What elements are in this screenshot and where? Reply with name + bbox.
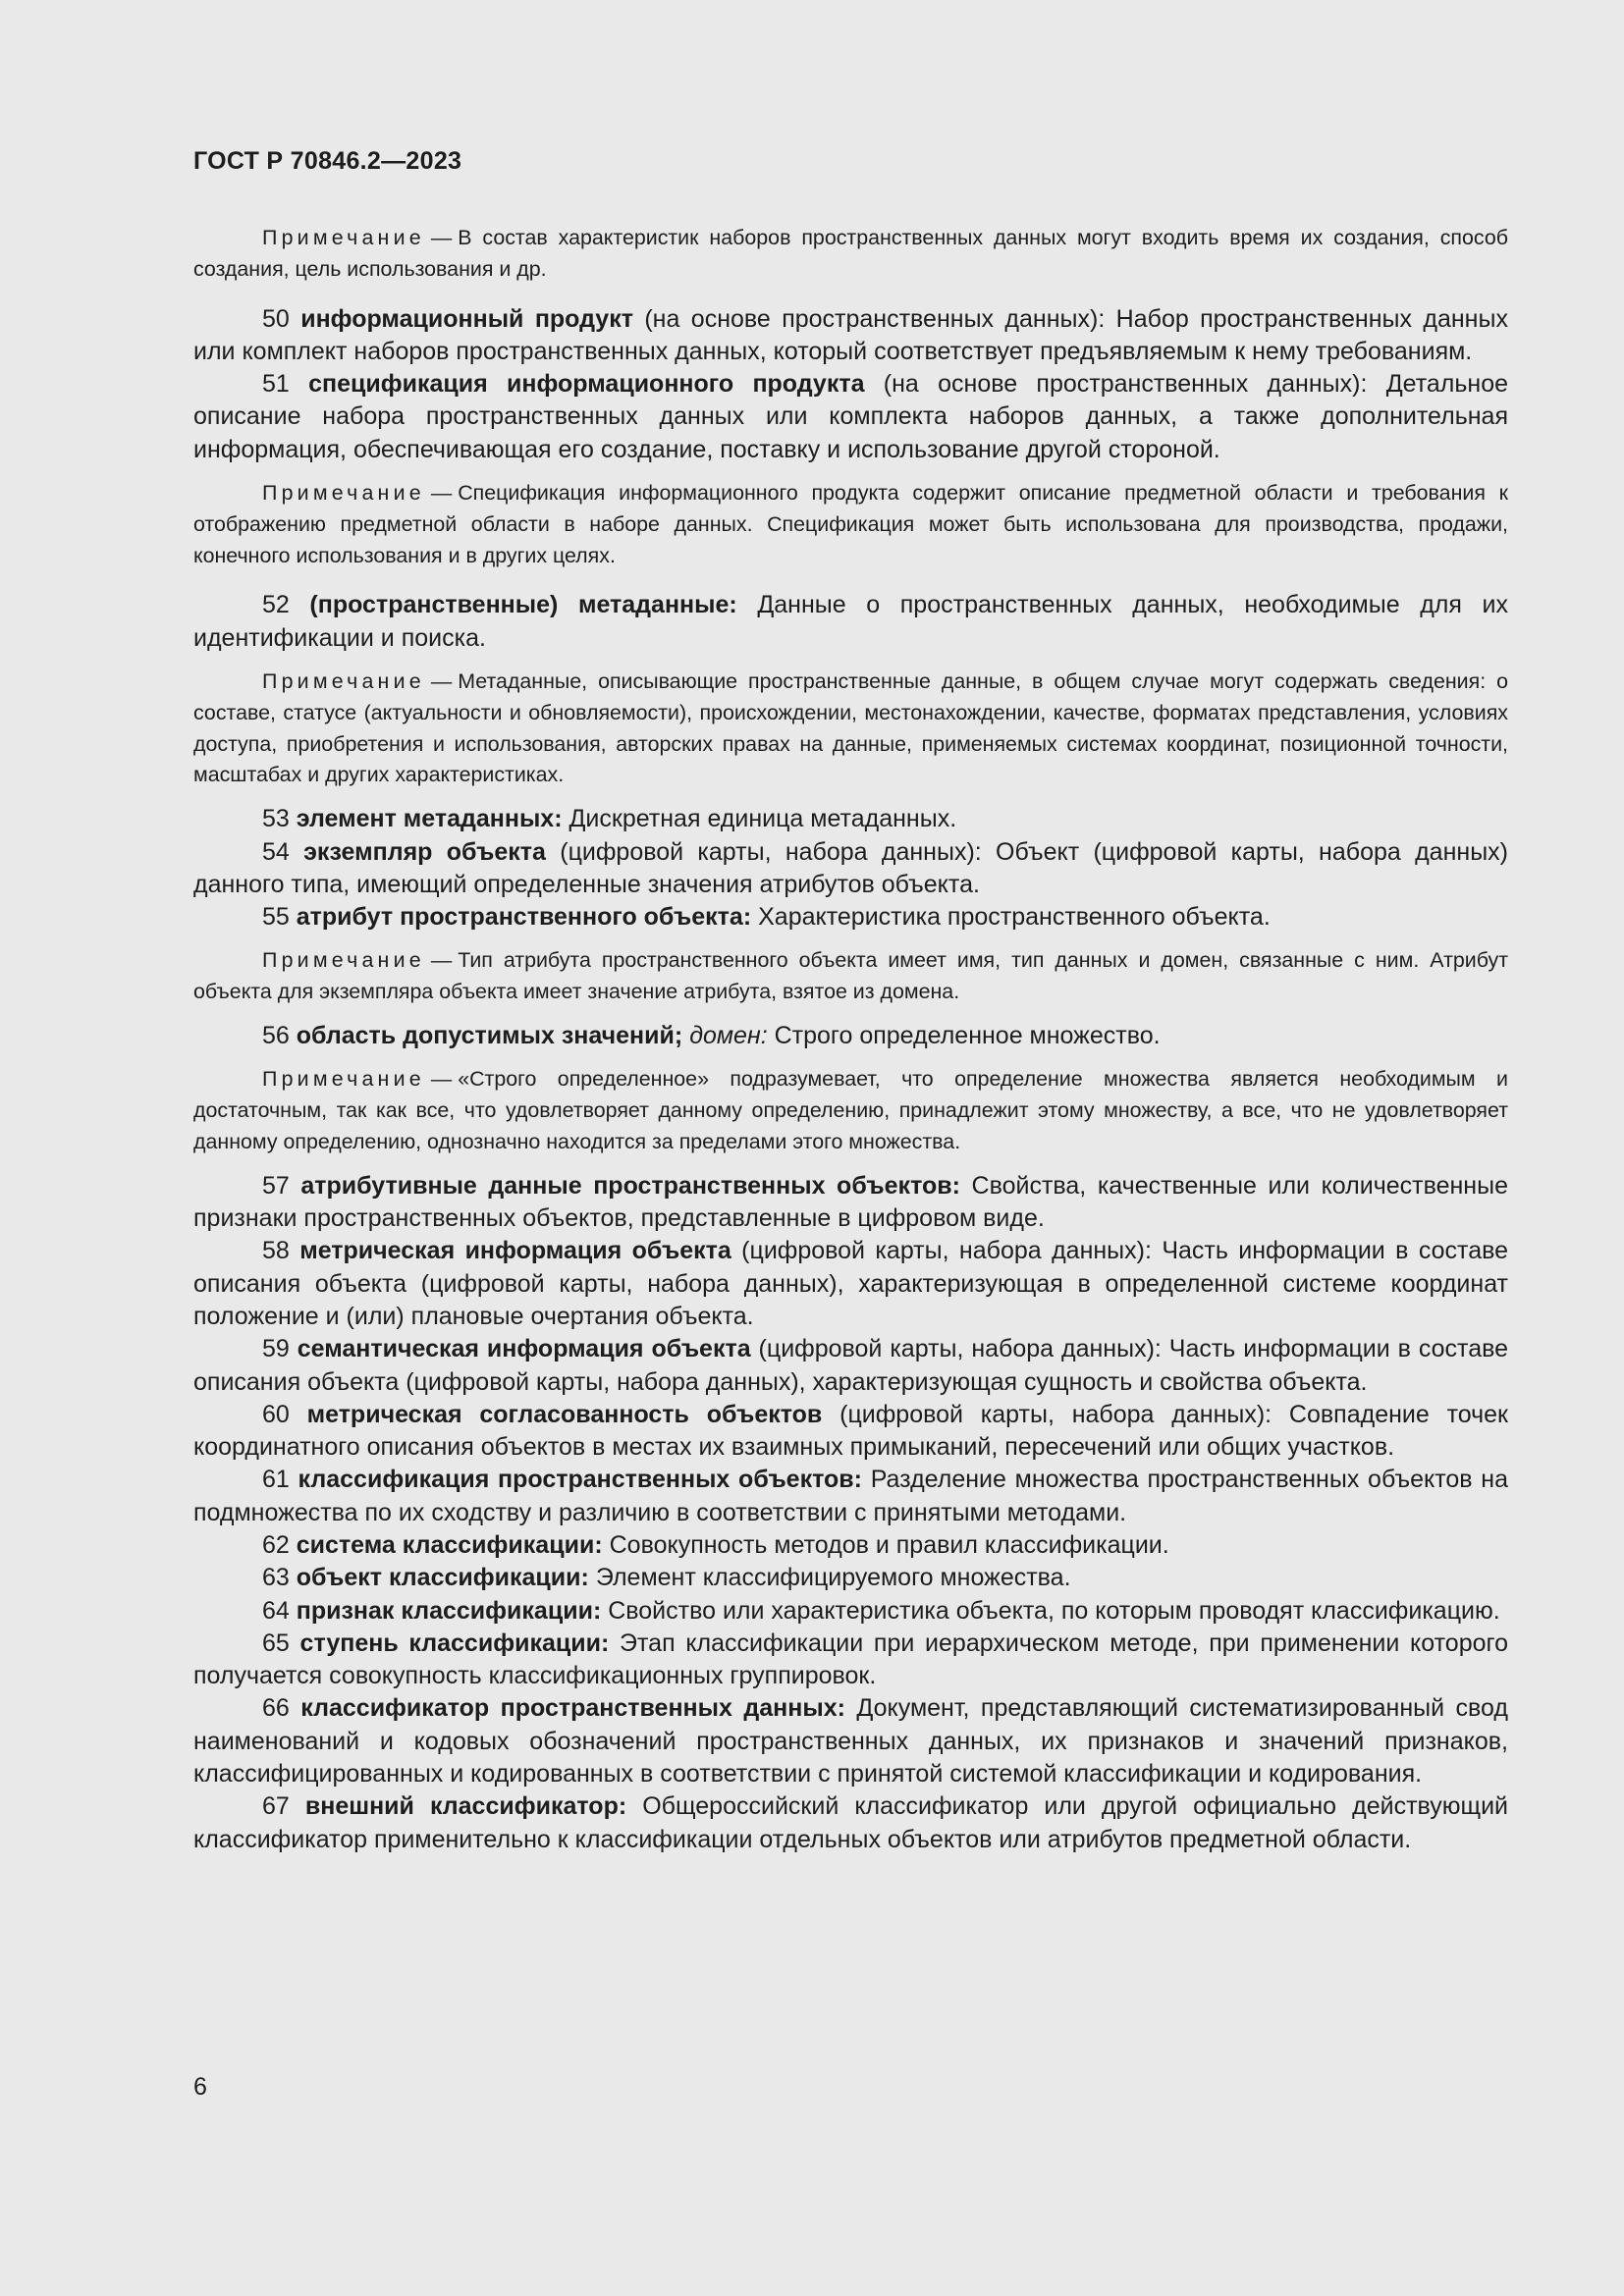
term-definition: Совпадение точек координатного описания объектов в местах их взаимных примыканий, пересечений или общих участков. xyxy=(193,1400,1508,1462)
document-body xyxy=(193,223,1508,1856)
term-definition: Элемент классифицируемого множества. xyxy=(595,1564,1071,1592)
term-number: 65 xyxy=(262,1629,290,1657)
term-entry-50 xyxy=(193,303,1508,369)
term-title: признак классификации: xyxy=(296,1596,602,1625)
term-entry-61 xyxy=(193,1464,1508,1529)
term-definition: Характеристика пространственного объекта. xyxy=(758,903,1271,932)
term-entry-52 xyxy=(193,589,1508,655)
note-paragraph xyxy=(193,667,1508,791)
term-title: объект классификации: xyxy=(296,1564,589,1592)
term-qualifier: (цифровой карты, набора данных): xyxy=(758,1335,1162,1363)
note-label: Примечание xyxy=(262,226,425,249)
term-qualifier: (цифровой карты, набора данных): xyxy=(839,1400,1272,1428)
term-entry-62 xyxy=(193,1529,1508,1562)
term-entry-57 xyxy=(193,1170,1508,1236)
term-number: 52 xyxy=(262,591,290,619)
term-entry-56 xyxy=(193,1020,1508,1052)
term-qualifier: (цифровой карты, набора данных): xyxy=(560,837,982,866)
term-definition: Этап классификации при иерархическом методе, при применении которого получается совокупность классификационных группировок. xyxy=(193,1629,1508,1690)
term-qualifier: (на основе пространственных данных): xyxy=(883,370,1368,399)
term-number: 50 xyxy=(262,304,290,333)
term-number: 59 xyxy=(262,1335,290,1363)
term-entry-55 xyxy=(193,901,1508,934)
term-title: атрибутивные данные пространственных объектов: xyxy=(300,1171,960,1200)
term-number: 64 xyxy=(262,1596,290,1625)
term-synonym: домен: xyxy=(689,1022,768,1050)
term-title: элемент метаданных: xyxy=(296,805,563,833)
term-number: 55 xyxy=(262,903,290,932)
term-title: метрическая информация объекта xyxy=(299,1237,731,1265)
note-paragraph xyxy=(193,945,1508,1008)
term-entry-67 xyxy=(193,1790,1508,1856)
note-paragraph xyxy=(193,223,1508,286)
note-label: Примечание xyxy=(262,669,425,694)
document-code-header: ГОСТ Р 70846.2—2023 xyxy=(193,147,462,175)
term-number: 56 xyxy=(262,1022,290,1050)
note-dash: — xyxy=(430,1067,453,1092)
term-definition: Совокупность методов и правил классификации. xyxy=(609,1530,1169,1559)
note-dash: — xyxy=(430,481,453,506)
term-definition: Документ, представляющий систематизированный свод наименований и кодовых обозначений пространственных данных, их признаков и значений признаков, классифицированных и кодированных в соответствии с принятой системой классификации и кодирования. xyxy=(193,1694,1508,1789)
term-entry-54 xyxy=(193,836,1508,902)
term-entry-59 xyxy=(193,1333,1508,1399)
note-label: Примечание xyxy=(262,481,425,506)
term-title: система классификации: xyxy=(296,1530,603,1559)
term-entry-66 xyxy=(193,1692,1508,1790)
term-definition: Часть информации в составе описания объекта (цифровой карты, набора данных), характеризующая в определенной системе координат положение и (или) плановые очертания объекта. xyxy=(193,1237,1508,1330)
term-number: 60 xyxy=(262,1400,290,1428)
note-label: Примечание xyxy=(262,948,425,973)
term-number: 53 xyxy=(262,805,290,833)
term-number: 66 xyxy=(262,1694,290,1723)
term-title: информационный продукт xyxy=(300,304,633,333)
term-number: 57 xyxy=(262,1171,290,1200)
term-number: 51 xyxy=(262,370,290,399)
term-number: 54 xyxy=(262,837,290,866)
term-title: экземпляр объекта xyxy=(303,837,546,866)
term-title: область допустимых значений; xyxy=(296,1022,683,1050)
term-entry-51 xyxy=(193,368,1508,466)
note-text: «Строго определенное» подразумевает, что определение множества является необходимым и достаточным, так как все, что удовлетворяет данному определению, принадлежит этому множеству, а все, что не удовлетворяет данному определению, однозначно находится за пределами этого множества. xyxy=(193,1067,1508,1153)
note-text: Метаданные, описывающие пространственные данные, в общем случае могут содержать сведения: о составе, статусе (актуальности и обновляемости), происхождении, местонахождении, качестве, форматах представления, условиях доступа, приобретения и использования, авторских правах на данные, применяемых системах координат, позиционной точности, масштабах и других характеристиках. xyxy=(193,669,1508,787)
note-text: В состав характеристик наборов пространственных данных могут входить время их создания, способ создания, цель использования и др. xyxy=(193,226,1508,281)
note-dash: — xyxy=(430,948,453,973)
term-number: 63 xyxy=(262,1564,290,1592)
term-title: атрибут пространственного объекта: xyxy=(296,903,752,932)
term-title: метрическая согласованность объектов xyxy=(306,1400,823,1428)
term-qualifier: (цифровой карты, набора данных): xyxy=(741,1237,1152,1265)
term-definition: Разделение множества пространственных объектов на подмножества по их сходству и различию в соответствии с принятыми методами. xyxy=(193,1466,1508,1526)
term-title: (пространственные) метаданные: xyxy=(309,591,737,619)
term-number: 62 xyxy=(262,1530,290,1559)
term-definition: Общероссийский классификатор или другой официально действующий классификатор применительно к классификации отдельных объектов или атрибутов предметной области. xyxy=(193,1792,1508,1853)
term-entry-60 xyxy=(193,1399,1508,1465)
term-definition: Дискретная единица метаданных. xyxy=(568,805,957,833)
term-entry-58 xyxy=(193,1235,1508,1333)
term-title: классификация пространственных объектов: xyxy=(298,1466,862,1494)
term-title: семантическая информация объекта xyxy=(297,1335,751,1363)
note-dash: — xyxy=(430,226,453,249)
page-number: 6 xyxy=(193,2073,207,2101)
term-definition: Объект (цифровой карты, набора данных) данного типа, имеющий определенные значения атрибутов объекта. xyxy=(193,837,1508,898)
note-text: Тип атрибута пространственного объекта имеет имя, тип данных и домен, связанные с ним. Атрибут объекта для экземпляра объекта имеет значение атрибута, взятое из домена. xyxy=(193,948,1508,1004)
term-definition: Свойство или характеристика объекта, по которым проводят классификацию. xyxy=(608,1596,1500,1625)
note-paragraph xyxy=(193,1064,1508,1157)
term-title: классификатор пространственных данных: xyxy=(300,1694,845,1723)
term-entry-65 xyxy=(193,1628,1508,1693)
term-definition: Свойства, качественные или количественные признаки пространственных объектов, представленные в цифровом виде. xyxy=(193,1171,1508,1233)
term-qualifier: (на основе пространственных данных): xyxy=(644,304,1106,333)
term-number: 67 xyxy=(262,1792,290,1821)
note-paragraph xyxy=(193,478,1508,571)
term-number: 61 xyxy=(262,1466,290,1494)
term-title: ступень классификации: xyxy=(299,1629,610,1657)
term-definition: Строго определенное множество. xyxy=(774,1022,1161,1050)
term-title: спецификация информационного продукта xyxy=(308,370,865,399)
term-number: 58 xyxy=(262,1237,290,1265)
term-definition: Набор пространственных данных или комплект наборов пространственных данных, который соответствует предъявляемым к нему требованиям. xyxy=(193,304,1508,365)
term-definition: Данные о пространственных данных, необходимые для их идентификации и поиска. xyxy=(193,591,1508,652)
note-text: Спецификация информационного продукта содержит описание предметной области и требования к отображению предметной области в наборе данных. Спецификация может быть использована для производства, продажи, конечного использования и в других целях. xyxy=(193,481,1508,567)
note-label: Примечание xyxy=(262,1067,425,1092)
term-definition: Часть информации в составе описания объекта (цифровой карты, набора данных), характеризующая сущность и свойства объекта. xyxy=(193,1335,1509,1396)
term-title: внешний классификатор: xyxy=(304,1792,627,1821)
term-entry-63 xyxy=(193,1562,1508,1594)
term-entry-53 xyxy=(193,803,1508,835)
term-entry-64 xyxy=(193,1595,1508,1628)
term-definition: Детальное описание набора пространственных данных или комплекта наборов данных, а также дополнительная информация, обеспечивающая его создание, поставку и использование другой стороной. xyxy=(193,370,1509,463)
note-dash: — xyxy=(430,669,453,694)
